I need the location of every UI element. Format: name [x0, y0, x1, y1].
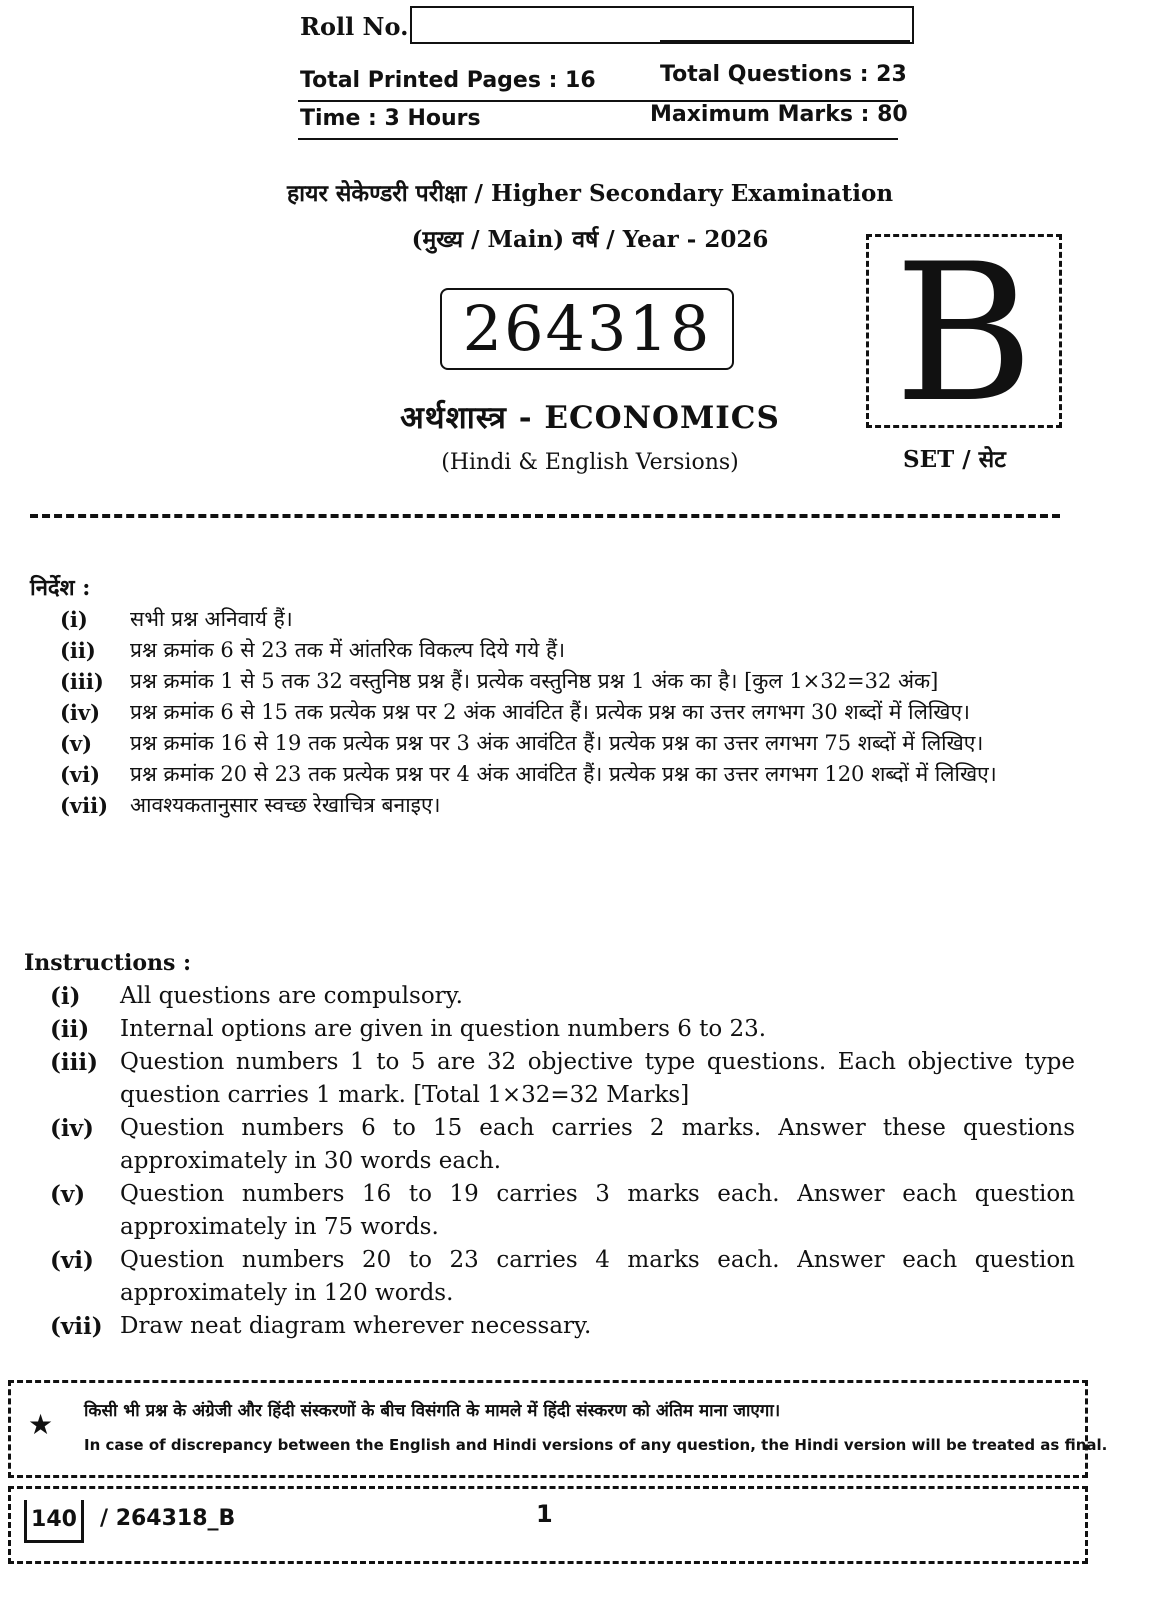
exam-title: हायर सेकेण्डरी परीक्षा / Higher Secondary Examination	[286, 180, 894, 207]
page-number: 1	[536, 1500, 553, 1528]
list-item: (iii) Question numbers 1 to 5 are 32 objective type questions. Each objective type question carries 1 mark. [Total 1×32=32 Marks]	[50, 1049, 1075, 1108]
maximum-marks: Maximum Marks : 80	[650, 102, 908, 127]
exam-year: (मुख्य / Main) वर्ष / Year - 2026	[411, 226, 769, 253]
hindi-instructions-list	[60, 604, 1075, 821]
total-questions: Total Questions : 23	[660, 62, 907, 87]
list-item: (v) प्रश्न क्रमांक 16 से 19 तक प्रत्येक प्रश्न पर 3 अंक आवंटित हैं। प्रत्येक प्रश्न का उत्तर लगभग 75 शब्दों में लिखिए।	[60, 731, 984, 756]
list-item: (i) सभी प्रश्न अनिवार्य हैं।	[60, 607, 293, 632]
paper-code: 264318	[440, 288, 734, 370]
list-item: (ii) Internal options are given in question numbers 6 to 23.	[50, 1016, 767, 1043]
total-printed-pages: Total Printed Pages : 16	[300, 68, 596, 93]
star-icon: ★	[28, 1408, 54, 1441]
english-instructions-list	[50, 980, 1075, 1343]
note-english: In case of discrepancy between the English and Hindi versions of any question, the Hindi version will be treated as final.	[84, 1436, 1108, 1454]
list-item: (vi) प्रश्न क्रमांक 20 से 23 तक प्रत्येक प्रश्न पर 4 अंक आवंटित हैं। प्रत्येक प्रश्न का उत्तर लगभग 120 शब्दों में लिखिए।	[60, 762, 997, 787]
list-item: (vii) Draw neat diagram wherever necessary.	[50, 1313, 592, 1340]
set-box	[866, 223, 1062, 444]
roll-number-field[interactable]	[410, 6, 914, 44]
list-item: (iv) प्रश्न क्रमांक 6 से 15 तक प्रत्येक प्रश्न पर 2 अंक आवंटित हैं। प्रत्येक प्रश्न का उत्तर लगभग 30 शब्दों में लिखिए।	[60, 700, 971, 725]
list-item: (vii) आवश्यकतानुसार स्वच्छ रेखाचित्र बनाइए।	[60, 793, 441, 818]
hindi-instructions-heading: निर्देश :	[30, 575, 91, 601]
english-instructions-heading: Instructions :	[24, 950, 192, 976]
subject-title: अर्थशास्त्र - ECONOMICS	[400, 400, 780, 436]
set-letter: B	[894, 223, 1034, 444]
page-code: 140	[24, 1500, 84, 1543]
list-item: (v) Question numbers 16 to 19 carries 3 marks each. Answer each question approximately in 75 words.	[50, 1181, 1075, 1240]
list-item: (vi) Question numbers 20 to 23 carries 4 marks each. Answer each question approximately in 120 words.	[50, 1247, 1075, 1306]
footer-paper-code: / 264318_B	[100, 1506, 236, 1531]
list-item: (iv) Question numbers 6 to 15 each carries 2 marks. Answer these questions approximately in 30 words each.	[50, 1115, 1075, 1174]
note-hindi: किसी भी प्रश्न के अंग्रेजी और हिंदी संस्करणों के बीच विसंगति के मामले में हिंदी संस्करण को अंतिम माना जाएगा।	[84, 1401, 781, 1421]
list-item: (ii) प्रश्न क्रमांक 6 से 23 तक में आंतरिक विकल्प दिये गये हैं।	[60, 638, 566, 663]
language-versions: (Hindi & English Versions)	[441, 450, 739, 475]
set-label: SET / सेट	[903, 446, 1006, 473]
list-item: (i) All questions are compulsory.	[50, 983, 463, 1010]
roll-number-label: Roll No.	[300, 12, 409, 41]
section-separator	[30, 514, 1060, 518]
roll-number-underline	[660, 40, 910, 42]
list-item: (iii) प्रश्न क्रमांक 1 से 5 तक 32 वस्तुनिष्ठ प्रश्न हैं। प्रत्येक वस्तुनिष्ठ प्रश्न 1 अंक का है। [कुल 1×32=32 अंक]	[60, 669, 939, 694]
header-divider	[298, 138, 898, 140]
discrepancy-note-box	[8, 1380, 1088, 1478]
exam-time: Time : 3 Hours	[300, 106, 481, 131]
